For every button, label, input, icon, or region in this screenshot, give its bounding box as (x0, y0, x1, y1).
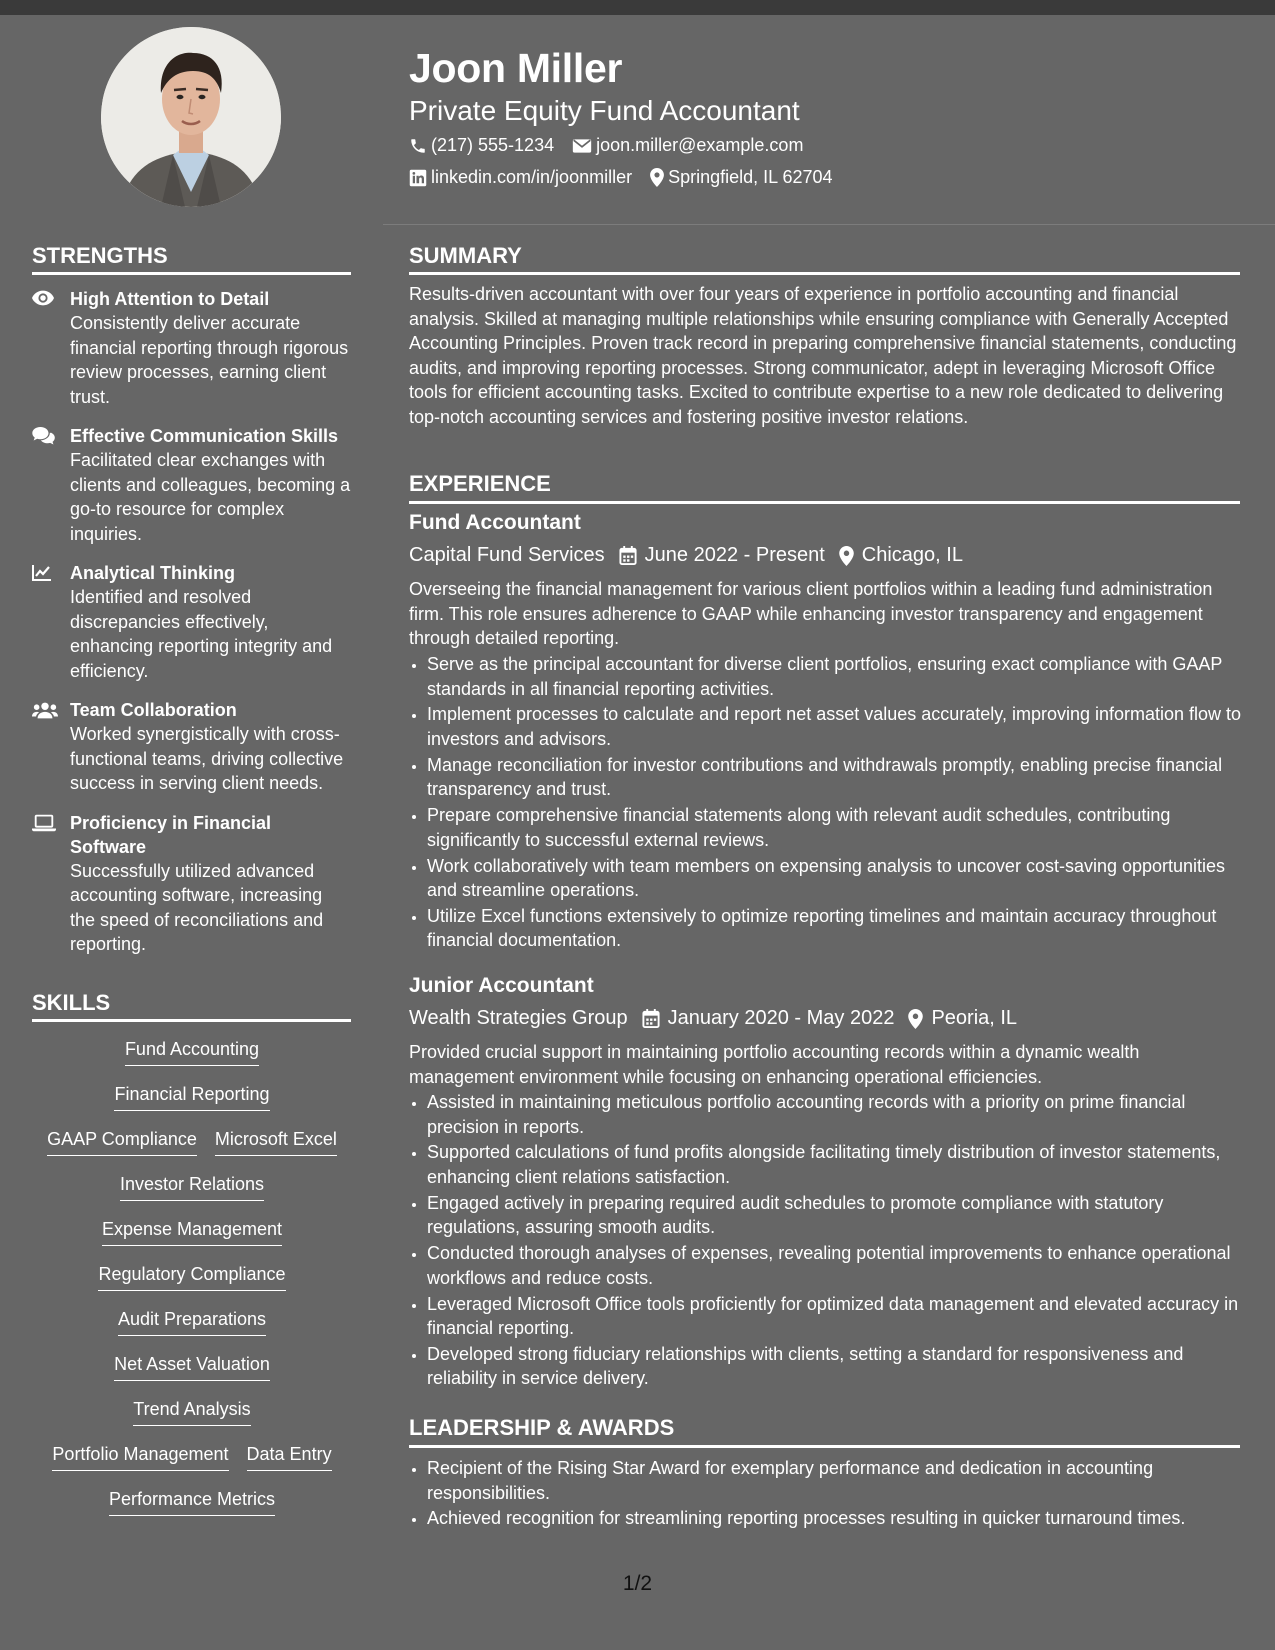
envelope-icon (572, 138, 592, 154)
page-number: 1/2 (622, 1572, 653, 1595)
job-bullet: • Manage reconciliation for investor contributions and withdrawals promptly, enabling precise financial transparency and trust. (427, 753, 1255, 802)
skills-list (32, 1037, 352, 1532)
location-contact (650, 167, 832, 188)
summary-text: Results-driven accountant with over four years of experience in portfolio accounting and financial analysis. Skilled at managing multiple relationships while ensuring compliance with Generally Accepted Accounting Principles. Proven track record in preparing comprehensive financial statements, conducting audits, and improving reporting processes. Strong communicator, adept in leveraging Microsoft Office tools for efficient accounting tasks. Excited to contribute expertise to a new role dedicated to delivering top-notch accounting services and fostering positive investor relations. (409, 284, 1237, 427)
job-dates: January 2020 - May 2022 (667, 1007, 895, 1029)
skill-tag: GAAP Compliance (47, 1127, 197, 1156)
candidate-name: Joon Miller (409, 45, 623, 91)
experience-heading: EXPERIENCE (409, 471, 551, 496)
phone-contact[interactable] (409, 135, 554, 156)
skill-tag: Data Entry (247, 1442, 332, 1471)
skill-tag: Microsoft Excel (215, 1127, 337, 1156)
experience-rule (409, 501, 1240, 504)
email-contact[interactable] (572, 135, 803, 156)
profile-photo (101, 27, 281, 207)
calendar-icon (642, 1009, 660, 1028)
skill-tag: Audit Preparations (118, 1307, 266, 1336)
linkedin-text: linkedin.com/in/joonmiller (431, 167, 633, 187)
job-location: Chicago, IL (861, 544, 963, 566)
strength-desc: Worked synergistically with cross-functional teams, driving collective success in serving client needs. (70, 724, 344, 793)
awards-bullets (409, 1456, 1255, 1532)
strength-desc: Successfully utilized advanced accounting software, increasing the speed of reconciliations and reporting. (70, 860, 324, 954)
strength-item (32, 698, 352, 796)
job-meta (409, 1007, 1017, 1030)
job-bullet: • Supported calculations of fund profits alongside facilitating timely distribution of investor statements, enhancing client relations satisfaction. (427, 1140, 1255, 1189)
job-bullet: • Assisted in maintaining meticulous portfolio accounting records with a priority on prime financial precision in reports. (427, 1090, 1255, 1139)
job-bullet: • Engaged actively in preparing required audit schedules to promote compliance with statutory regulations, assuring smooth audits. (427, 1191, 1255, 1240)
strengths-heading: STRENGTHS (32, 243, 168, 268)
strength-desc: Identified and resolved discrepancies effectively, enhancing reporting integrity and efficiency. (70, 587, 333, 681)
strength-item (32, 424, 352, 546)
top-bar (0, 0, 1275, 15)
job-bullet: • Prepare comprehensive financial statements along with relevant audit schedules, contributing significantly to successful external reviews. (427, 803, 1255, 852)
job-description: Provided crucial support in maintaining portfolio accounting records within a dynamic wealth management environment while focusing on enhancing operational efficiencies. (409, 1042, 1140, 1087)
linkedin-icon (409, 169, 427, 187)
phone-text: (217) 555-1234 (431, 135, 555, 155)
skill-tag: Net Asset Valuation (114, 1352, 270, 1381)
strength-title: Analytical Thinking (70, 563, 236, 583)
linkedin-contact[interactable] (409, 167, 632, 188)
job-bullets (409, 1090, 1255, 1392)
email-text: joon.miller@example.com (596, 135, 804, 155)
strengths-rule (32, 272, 351, 275)
job-bullets (409, 652, 1255, 954)
awards-rule (409, 1445, 1240, 1448)
strength-item (32, 811, 352, 957)
strength-title: High Attention to Detail (70, 289, 270, 309)
job-title: Fund Accountant (409, 511, 581, 534)
header-divider (383, 224, 1275, 225)
award-bullet: • Recipient of the Rising Star Award for exemplary performance and dedication in accounting responsibilities. (427, 1456, 1255, 1505)
job-bullet: • Work collaboratively with team members on expensing analysis to uncover cost-saving opportunities and streamline operations. (427, 854, 1255, 903)
skill-tag: Investor Relations (120, 1172, 264, 1201)
line-chart-icon (32, 564, 52, 582)
location-text: Springfield, IL 62704 (668, 167, 833, 187)
map-marker-icon (650, 168, 664, 187)
strength-title: Team Collaboration (70, 700, 237, 720)
map-marker-icon (839, 546, 854, 566)
strength-title: Proficiency in Financial Software (70, 812, 272, 857)
skill-tag: Fund Accounting (125, 1037, 259, 1066)
strength-desc: Facilitated clear exchanges with clients and colleagues, becoming a go-to resource for complex inquiries. (70, 450, 351, 544)
skill-tag: Financial Reporting (114, 1082, 269, 1111)
eye-icon (32, 290, 54, 306)
job-bullet: • Utilize Excel functions extensively to optimize reporting timelines and maintain accuracy throughout financial documentation. (427, 904, 1255, 953)
skill-tag: Performance Metrics (109, 1487, 275, 1516)
job-bullet: • Serve as the principal accountant for diverse client portfolios, ensuring exact compliance with GAAP standards in all financial reporting activities. (427, 652, 1255, 701)
strength-item (32, 561, 352, 683)
skills-rule (32, 1019, 351, 1022)
strength-desc: Consistently deliver accurate financial reporting through rigorous review processes, earning client trust. (70, 313, 349, 407)
skill-tag: Trend Analysis (133, 1397, 250, 1426)
laptop-icon (32, 814, 56, 832)
users-icon (32, 701, 58, 719)
job-bullet: • Leveraged Microsoft Office tools proficiently for optimized data management and elevated accuracy in financial reporting. (427, 1292, 1255, 1341)
summary-rule (409, 272, 1240, 275)
job-bullet: • Conducted thorough analyses of expenses, revealing potential improvements to enhance operational workflows and reduce costs. (427, 1241, 1255, 1290)
skills-heading: SKILLS (32, 990, 111, 1015)
job-description: Overseeing the financial management for various client portfolios within a leading fund administration firm. This role ensures adherence to GAAP while enhancing investor transparency and engagement through detailed reporting. (409, 579, 1213, 649)
comments-icon (32, 427, 56, 445)
awards-heading: LEADERSHIP & AWARDS (409, 1415, 675, 1440)
skill-tag: Regulatory Compliance (98, 1262, 285, 1291)
phone-icon (409, 137, 427, 155)
job-title: Junior Accountant (409, 974, 594, 997)
skill-tag: Expense Management (102, 1217, 282, 1246)
job-company: Capital Fund Services (409, 544, 605, 566)
strength-title: Effective Communication Skills (70, 426, 339, 446)
calendar-icon (619, 546, 637, 565)
job-meta (409, 544, 963, 567)
contact-row-2 (409, 167, 851, 188)
summary-heading: SUMMARY (409, 243, 522, 268)
job-bullet: • Implement processes to calculate and report net asset values accurately, improving information flow to investors and advisors. (427, 702, 1255, 751)
map-marker-icon (908, 1009, 923, 1029)
job-dates: June 2022 - Present (644, 544, 825, 566)
strengths-list (32, 287, 352, 972)
strength-item (32, 287, 352, 409)
candidate-title: Private Equity Fund Accountant (409, 95, 800, 126)
contact-row-1 (409, 135, 821, 156)
award-bullet: • Achieved recognition for streamlining reporting processes resulting in quicker turnaround times. (427, 1506, 1255, 1531)
job-bullet: • Developed strong fiduciary relationships with clients, setting a standard for responsiveness and reliability in service delivery. (427, 1342, 1255, 1391)
job-location: Peoria, IL (931, 1007, 1018, 1029)
skill-tag: Portfolio Management (52, 1442, 228, 1471)
job-company: Wealth Strategies Group (409, 1007, 628, 1029)
